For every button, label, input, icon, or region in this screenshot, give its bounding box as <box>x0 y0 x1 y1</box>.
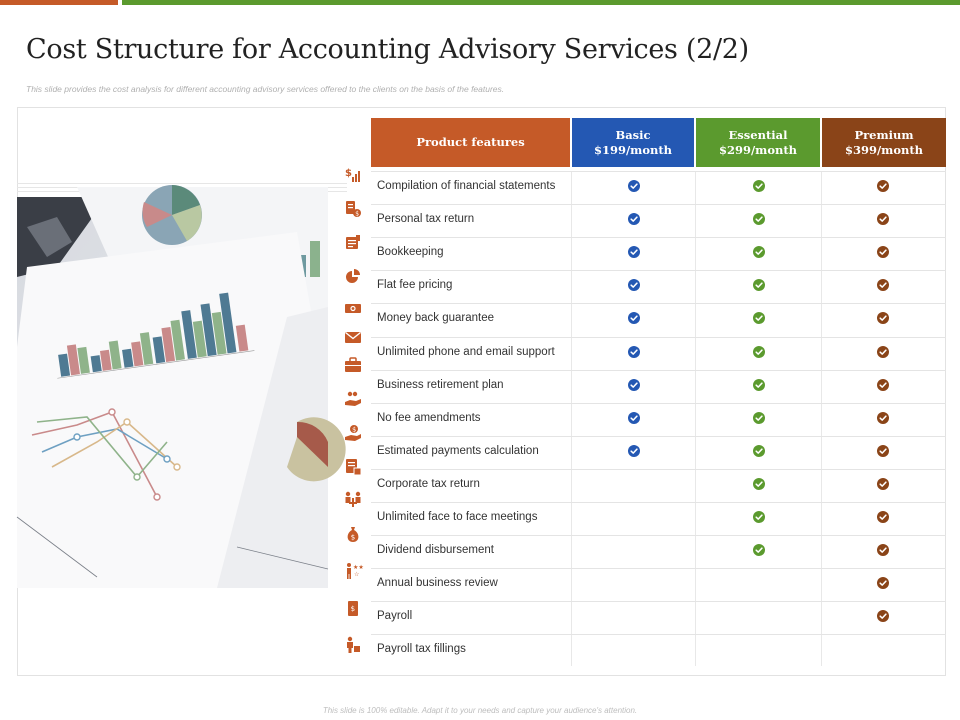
hand-dollar-icon <box>344 424 362 442</box>
column-divider <box>571 172 572 666</box>
feature-label: No fee amendments <box>377 411 481 424</box>
feature-label: Bookkeeping <box>377 246 444 259</box>
check-premium-icon <box>877 412 889 424</box>
feature-label: Unlimited phone and email support <box>377 345 555 358</box>
row-divider <box>371 403 946 404</box>
plan-premium-price: $399/month <box>844 142 924 157</box>
row-divider <box>371 502 946 503</box>
check-premium-icon <box>877 445 889 457</box>
check-premium-icon <box>877 511 889 523</box>
check-premium-icon <box>877 610 889 622</box>
row-divider <box>371 171 946 172</box>
row-divider <box>371 469 946 470</box>
person-tax-icon <box>344 636 362 654</box>
row-divider <box>371 601 946 602</box>
check-premium-icon <box>877 279 889 291</box>
plan-essential-name: Essential <box>728 127 788 142</box>
check-essential-icon <box>753 379 765 391</box>
check-essential-icon <box>753 213 765 225</box>
row-divider <box>371 303 946 304</box>
check-basic-icon <box>628 213 640 225</box>
check-premium-icon <box>877 577 889 589</box>
financial-charts-photo <box>17 197 328 588</box>
feature-label: Corporate tax return <box>377 477 480 490</box>
feature-label: Business retirement plan <box>377 378 504 391</box>
check-essential-icon <box>753 180 765 192</box>
banknote-icon <box>344 300 362 318</box>
column-divider <box>821 172 822 666</box>
svg-text:$: $ <box>345 168 352 179</box>
feature-label: Estimated payments calculation <box>377 444 539 457</box>
header-product-features <box>371 118 570 167</box>
money-bag-icon <box>344 526 362 544</box>
row-divider <box>371 436 946 437</box>
svg-text:★★: ★★ <box>353 564 364 571</box>
check-basic-icon <box>628 312 640 324</box>
accent-bar-orange <box>0 0 118 5</box>
plan-basic-name: Basic <box>615 127 651 142</box>
accent-bar-green <box>122 0 960 5</box>
check-essential-icon <box>753 279 765 291</box>
check-essential-icon <box>753 445 765 457</box>
feature-label: Personal tax return <box>377 213 475 226</box>
briefcase-icon <box>344 356 362 374</box>
feature-label: Payroll tax fillings <box>377 643 466 656</box>
row-divider <box>371 568 946 569</box>
check-essential-icon <box>753 312 765 324</box>
row-divider <box>371 535 946 536</box>
svg-text:$: $ <box>355 210 360 218</box>
plan-essential-price: $299/month <box>718 142 798 157</box>
check-basic-icon <box>628 412 640 424</box>
svg-text:☆: ☆ <box>354 571 360 578</box>
slide-subtitle: This slide provides the cost analysis for different accounting advisory services offered to the clients on the basis of the features. <box>26 84 505 94</box>
payroll-icon <box>344 600 362 618</box>
check-premium-icon <box>877 478 889 490</box>
check-premium-icon <box>877 180 889 192</box>
person-stars-icon <box>344 562 362 580</box>
feature-label: Payroll <box>377 610 413 623</box>
row-divider <box>371 370 946 371</box>
check-essential-icon <box>753 478 765 490</box>
slide-footer: This slide is 100% editable. Adapt it to your needs and capture your audience's attention. <box>322 706 638 715</box>
feature-label: Money back guarantee <box>377 312 494 325</box>
check-premium-icon <box>877 379 889 391</box>
envelope-icon <box>344 328 362 346</box>
plan-basic-price: $199/month <box>593 142 673 157</box>
check-essential-icon <box>753 412 765 424</box>
check-basic-icon <box>628 445 640 457</box>
check-premium-icon <box>877 246 889 258</box>
check-premium-icon <box>877 346 889 358</box>
hand-coins-icon <box>344 390 362 408</box>
check-essential-icon <box>753 246 765 258</box>
svg-text:$: $ <box>350 605 356 613</box>
check-basic-icon <box>628 379 640 391</box>
plan-premium-name: Premium <box>854 127 914 142</box>
row-divider <box>371 204 946 205</box>
header-product-features-label: Product features <box>416 135 525 149</box>
svg-text:$: $ <box>352 425 357 434</box>
row-divider <box>371 270 946 271</box>
check-basic-icon <box>628 279 640 291</box>
header-plan-premium <box>822 118 946 167</box>
check-basic-icon <box>628 246 640 258</box>
svg-text:$: $ <box>350 533 356 542</box>
check-essential-icon <box>753 544 765 556</box>
check-premium-icon <box>877 213 889 225</box>
slide-title: Cost Structure for Accounting Advisory Services (2/2) <box>26 34 749 65</box>
tax-document-icon <box>344 200 362 218</box>
check-basic-icon <box>628 346 640 358</box>
header-plan-basic <box>572 118 694 167</box>
column-divider <box>695 172 696 666</box>
feature-label: Compilation of financial statements <box>377 180 556 192</box>
check-basic-icon <box>628 180 640 192</box>
check-essential-icon <box>753 511 765 523</box>
row-divider <box>371 337 946 338</box>
check-essential-icon <box>753 346 765 358</box>
feature-label: Annual business review <box>377 577 498 590</box>
header-plan-essential <box>696 118 820 167</box>
row-divider <box>371 237 946 238</box>
feature-label: Dividend disbursement <box>377 544 494 557</box>
ledger-icon <box>344 234 362 252</box>
meeting-icon <box>344 490 362 508</box>
money-chart-icon <box>344 166 362 184</box>
tax-form-icon <box>344 458 362 476</box>
check-premium-icon <box>877 312 889 324</box>
feature-label: Unlimited face to face meetings <box>377 511 538 523</box>
feature-label: Flat fee pricing <box>377 279 453 292</box>
row-divider <box>371 634 946 635</box>
pie-chart-icon <box>344 268 362 286</box>
check-premium-icon <box>877 544 889 556</box>
